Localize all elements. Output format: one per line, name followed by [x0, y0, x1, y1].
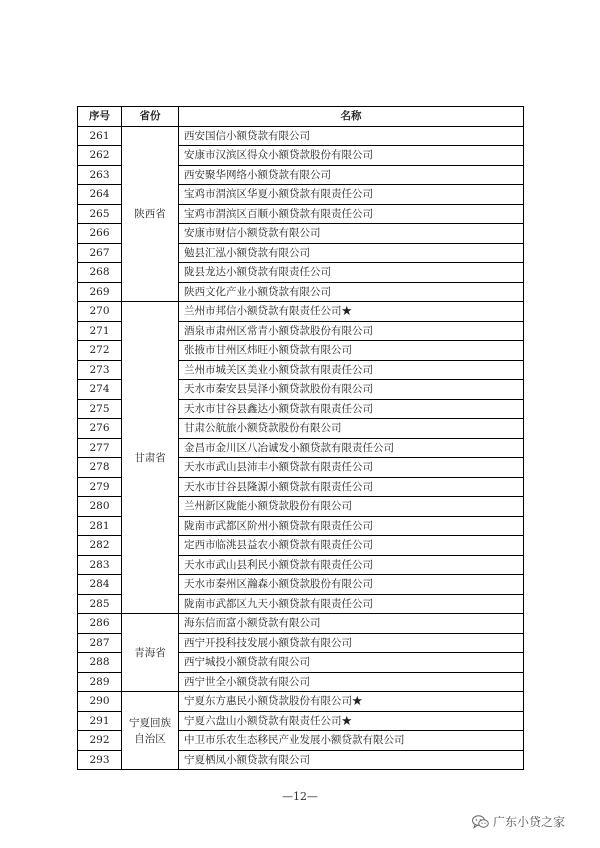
province-cell: 宁夏回族 自治区: [122, 692, 179, 770]
company-name: 天水市武山县沛丰小额贷款有限责任公司: [179, 458, 524, 478]
row-number: 275: [78, 399, 122, 419]
row-number: 292: [78, 731, 122, 751]
row-number: 281: [78, 516, 122, 536]
row-number: 277: [78, 438, 122, 458]
table-row: [78, 614, 524, 634]
company-name: 天水市甘谷县鑫达小额贷款有限责任公司: [179, 399, 524, 419]
row-number: 280: [78, 497, 122, 517]
table-row: [78, 692, 524, 712]
company-table: [77, 106, 524, 770]
company-name: 陇县龙达小额贷款有限责任公司: [179, 263, 524, 283]
header-no: 序号: [78, 107, 122, 127]
company-name: 天水市秦安县昊泽小额贷款股份有限公司: [179, 380, 524, 400]
wechat-icon: [472, 815, 489, 829]
watermark: [472, 813, 565, 830]
row-number: 272: [78, 341, 122, 361]
company-name: 陕西文化产业小额贷款有限公司: [179, 282, 524, 302]
row-number: 278: [78, 458, 122, 478]
row-number: 269: [78, 282, 122, 302]
company-name: 天水市秦州区瀚森小额贷款股份有限公司: [179, 575, 524, 595]
row-number: 268: [78, 263, 122, 283]
province-cell: 陕西省: [122, 126, 179, 302]
company-name: 宁夏栖凤小额贷款有限公司: [179, 750, 524, 770]
row-number: 264: [78, 185, 122, 205]
company-name: 西宁开投科技发展小额贷款有限公司: [179, 633, 524, 653]
row-number: 261: [78, 126, 122, 146]
row-number: 262: [78, 146, 122, 166]
company-name: 宁夏六盘山小额贷款有限责任公司★: [179, 711, 524, 731]
row-number: 293: [78, 750, 122, 770]
company-name: 安康市财信小额贷款有限公司: [179, 224, 524, 244]
company-name: 西安国信小额贷款有限公司: [179, 126, 524, 146]
row-number: 290: [78, 692, 122, 712]
row-number: 270: [78, 302, 122, 322]
company-name: 勉县汇泓小额贷款有限公司: [179, 243, 524, 263]
row-number: 263: [78, 165, 122, 185]
company-name: 天水市武山县利民小额贷款有限责任公司: [179, 555, 524, 575]
table-header-row: [78, 107, 524, 127]
company-name: 甘肃公航旅小额贷款股份有限公司: [179, 419, 524, 439]
table-row: [78, 302, 524, 322]
company-name: 海东信而富小额贷款有限公司: [179, 614, 524, 634]
company-name: 西宁城投小额贷款有限公司: [179, 653, 524, 673]
company-name: 安康市汉滨区得众小额贷款股份有限公司: [179, 146, 524, 166]
row-number: 284: [78, 575, 122, 595]
company-name: 宝鸡市渭滨区华夏小额贷款有限责任公司: [179, 185, 524, 205]
company-name: 宝鸡市渭滨区百顺小额贷款有限责任公司: [179, 204, 524, 224]
row-number: 274: [78, 380, 122, 400]
company-name: 定西市临洮县益农小额贷款有限责任公司: [179, 536, 524, 556]
company-name: 兰州市邦信小额贷款有限责任公司★: [179, 302, 524, 322]
company-name: 天水市甘谷县隆源小额贷款有限责任公司: [179, 477, 524, 497]
company-name: 中卫市乐农生态移民产业发展小额贷款有限公司: [179, 731, 524, 751]
company-name: 西宁世全小额贷款有限公司: [179, 672, 524, 692]
company-name: 兰州市城关区美业小额贷款有限责任公司: [179, 360, 524, 380]
row-number: 276: [78, 419, 122, 439]
company-name: 陇南市武都区九天小额贷款有限责任公司: [179, 594, 524, 614]
company-name: 宁夏东方惠民小额贷款股份有限公司★: [179, 692, 524, 712]
row-number: 288: [78, 653, 122, 673]
row-number: 286: [78, 614, 122, 634]
company-name: 兰州新区陇能小额贷款股份有限公司: [179, 497, 524, 517]
company-name: 金昌市金川区八冶诚发小额贷款有限责任公司: [179, 438, 524, 458]
row-number: 289: [78, 672, 122, 692]
company-name: 陇南市武都区阶州小额贷款有限责任公司: [179, 516, 524, 536]
row-number: 265: [78, 204, 122, 224]
row-number: 287: [78, 633, 122, 653]
company-name: 张掖市甘州区炜旺小额贷款有限公司: [179, 341, 524, 361]
row-number: 271: [78, 321, 122, 341]
header-name: 名称: [179, 107, 524, 127]
row-number: 282: [78, 536, 122, 556]
company-name: 酒泉市肃州区常青小额贷款股份有限公司: [179, 321, 524, 341]
row-number: 279: [78, 477, 122, 497]
row-number: 283: [78, 555, 122, 575]
table-body: [78, 126, 524, 770]
row-number: 285: [78, 594, 122, 614]
watermark-text: 广东小贷之家: [493, 815, 566, 829]
company-name: 西安聚华网络小额贷款有限公司: [179, 165, 524, 185]
row-number: 266: [78, 224, 122, 244]
province-cell: 青海省: [122, 614, 179, 692]
page-number: —12—: [282, 790, 318, 803]
header-province: 省份: [122, 107, 179, 127]
province-cell: 甘肃省: [122, 302, 179, 614]
row-number: 291: [78, 711, 122, 731]
table-row: [78, 126, 524, 146]
row-number: 267: [78, 243, 122, 263]
row-number: 273: [78, 360, 122, 380]
